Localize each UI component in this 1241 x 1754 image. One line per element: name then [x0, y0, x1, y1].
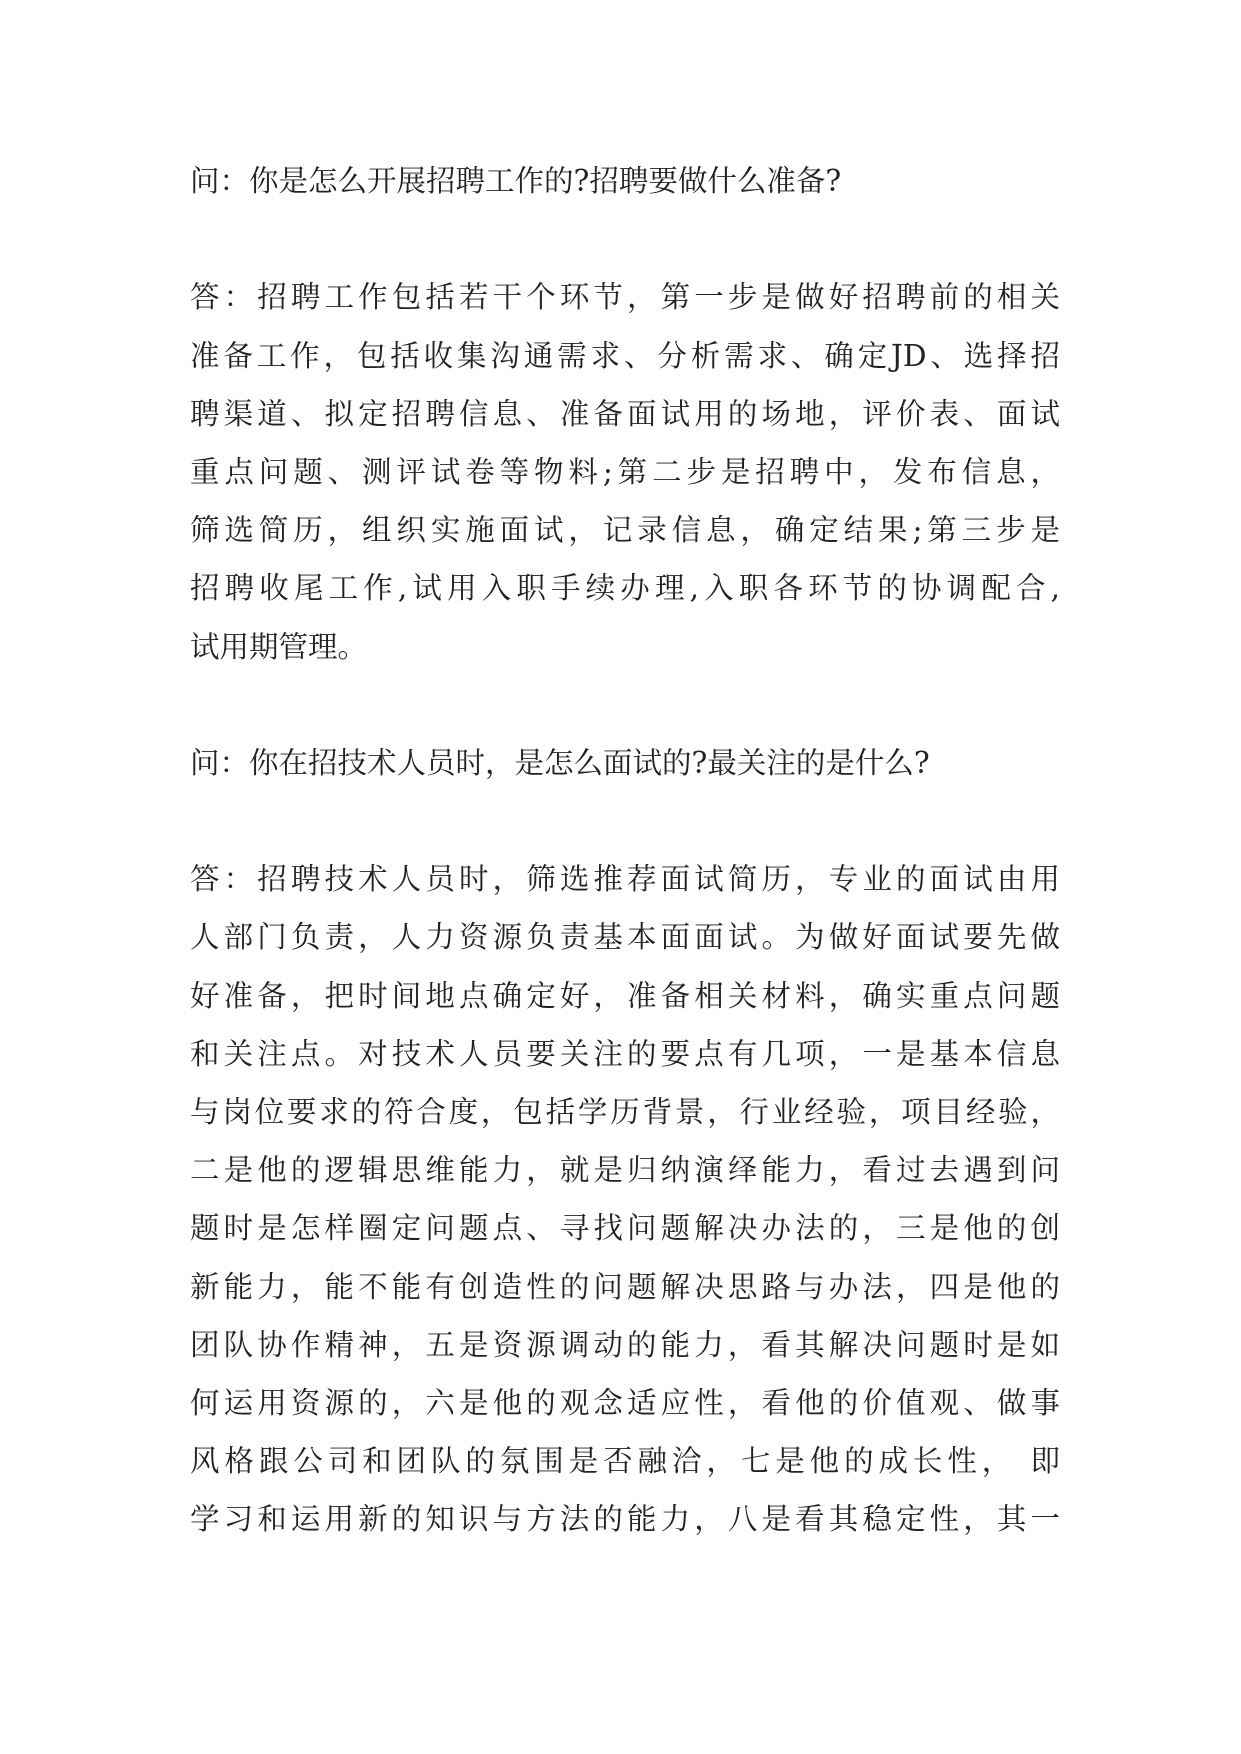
answer-1-line-2: 准备工作，包括收集沟通需求、分析需求、确定JD、选择招	[190, 338, 1060, 373]
answer-1	[190, 268, 1060, 675]
question-1-line-1: 问：你是怎么开展招聘工作的?招聘要做什么准备?	[190, 164, 842, 198]
answer-2-line-7: 题时是怎样圈定问题点、寻找问题解决办法的，三是他的创	[190, 1211, 1060, 1246]
answer-2-line-6: 二是他的逻辑思维能力，就是归纳演绎能力，看过去遇到问	[190, 1153, 1060, 1188]
answer-1-line-4: 重点问题、测评试卷等物料;第二步是招聘中，发布信息，	[190, 454, 1060, 489]
answer-1-line-5: 筛选简历，组织实施面试，记录信息，确定结果;第三步是	[190, 513, 1060, 548]
paragraph-gap	[190, 210, 1060, 268]
paragraph-gap	[190, 676, 1060, 734]
answer-1-line-3: 聘渠道、拟定招聘信息、准备面试用的场地，评价表、面试	[190, 396, 1060, 431]
answer-2-line-8: 新能力，能不能有创造性的问题解决思路与办法，四是他的	[190, 1269, 1060, 1304]
question-1	[190, 152, 1060, 210]
answer-2-line-3: 好准备，把时间地点确定好，准备相关材料，确实重点问题	[190, 978, 1060, 1013]
answer-2-line-2: 人部门负责，人力资源负责基本面面试。为做好面试要先做	[190, 920, 1060, 955]
answer-2-line-10: 何运用资源的，六是他的观念适应性，看他的价值观、做事	[190, 1385, 1060, 1420]
answer-2	[190, 850, 1060, 1548]
answer-1-line-1: 答：招聘工作包括若干个环节，第一步是做好招聘前的相关	[190, 280, 1060, 315]
answer-2-line-1: 答：招聘技术人员时，筛选推荐面试简历，专业的面试由用	[190, 862, 1060, 897]
paragraph-gap	[190, 792, 1060, 850]
answer-2-line-4: 和关注点。对技术人员要关注的要点有几项，一是基本信息	[190, 1036, 1060, 1071]
answer-2-line-12: 学习和运用新的知识与方法的能力，八是看其稳定性，其一	[190, 1502, 1060, 1537]
answer-2-line-9: 团队协作精神，五是资源调动的能力，看其解决问题时是如	[190, 1327, 1060, 1362]
answer-2-line-5: 与岗位要求的符合度，包括学历背景，行业经验，项目经验，	[190, 1095, 1060, 1129]
answer-1-line-6: 招聘收尾工作,试用入职手续办理,入职各环节的协调配合,	[190, 571, 1060, 606]
answer-1-line-7: 试用期管理。	[190, 629, 368, 664]
answer-2-line-11: 风格跟公司和团队的氛围是否融洽，七是他的成长性， 即	[190, 1444, 1060, 1479]
question-2-line-1: 问：你在招技术人员时，是怎么面试的?最关注的是什么?	[190, 745, 930, 780]
question-2	[190, 734, 1060, 792]
document-body	[190, 152, 1060, 1549]
